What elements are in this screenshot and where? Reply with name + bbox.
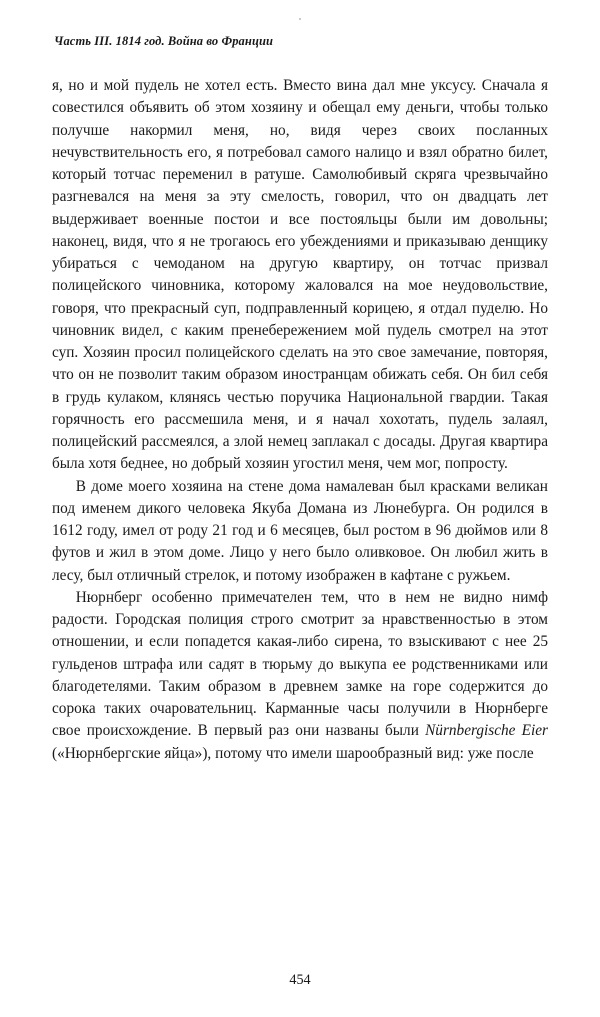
page-top-mark [299,18,301,20]
page-number: 454 [289,972,311,988]
paragraph-2: В доме моего хозяина на стене дома намалеван был красками великан под именем дикого человека Якуба Домана из Люнебурга. Он родился в 1612 году, имел от роду 21 год и 6 месяцев, был ростом в 96 дюймов или 8 футов и жил в этом доме. Лицо у него было оливковое. Он любил жить в лесу, был отличный стрелок, и потому изображен в кафтане с ружьем. [52,477,548,584]
paragraph-3-segment-2-italic: Nürnbergische Eier [425,722,548,740]
running-head: Часть III. 1814 год. Война во Франции [54,34,274,48]
paragraph-3-segment-3: («Нюрнбергские яйца»), потому что имели шарообразный вид: уже после [52,744,534,762]
body-text [52,75,548,765]
paragraph-1: я, но и мой пудель не хотел есть. Вместо вина дал мне уксусу. Сначала я совестился объявить об этом хозяину и обещал ему деньги, чтобы только получше накормил меня, но, видя через своих посланных нечувствительность его, я потребовал самого налицо и взял обратно билет, который тотчас переменил в ратуше. Самолюбивый скряга чрезвычайно разгневался на меня за эту смелость, говорил, что он двадцать лет выдерживает военные постои и все постояльцы были им довольны; наконец, видя, что я не трогаюсь его убеждениями и приказываю денщику убираться с чемоданом на другую квартиру, он тотчас призвал полицейского чиновника, которому жаловался на мое неудовольствие, говоря, что прекрасный суп, подправленный корицею, я отдал пуделю. Но чиновник видел, с каким пренебережением мой пудель смотрел на этот суп. Хозяин просил полицейского сделать на это свое замечание, повторяя, что он не позволит таким образом иностранцам обижать себя. Он бил себя в грудь кулаком, клянясь честью поручика Национальной гвардии. Такая горячность его рассмешила меня, и я начал хохотать, пудель залаял, полицейский рассмеялся, а злой немец заплакал с досады. Другая квартира была хотя беднее, но добрый хозяин угостил меня, чем мог, попросту. [52,77,548,473]
paragraph-3 [52,587,548,765]
paragraph-3-segment-1: Нюрнберг особенно примечателен тем, что в нем не видно нимф радости. Городская полиция строго смотрит за нравственностью в этом отношении, и если попадется какая-либо сирена, то взыскивают с нее 25 гульденов штрафа или садят в тюрьму до выкупа ее родственниками или благодетелями. Таким образом в древнем замке на горе содержится до сорока таких очаровательниц. Карманные часы получили в Нюрнберге свое происхождение. В первый раз они названы были [52,588,548,740]
